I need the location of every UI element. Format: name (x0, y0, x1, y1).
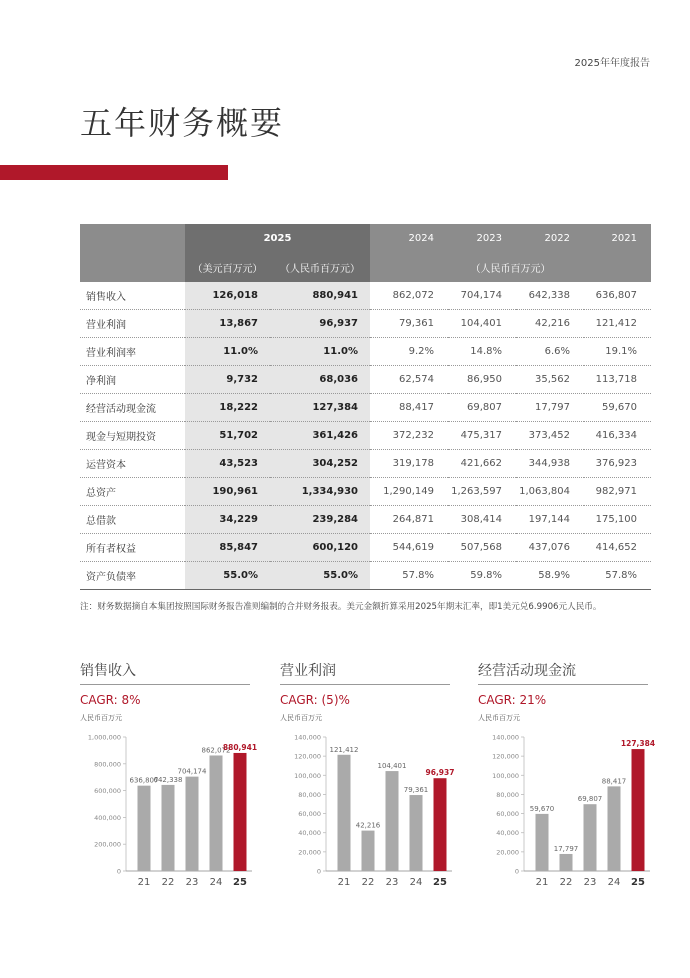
row-label: 营业利润率 (80, 338, 185, 366)
y-tick-label: 20,000 (496, 848, 519, 857)
cell-2023: 104,401 (448, 310, 516, 338)
cell-2022: 42,216 (516, 310, 584, 338)
cell-usd: 190,961 (185, 478, 270, 506)
cell-usd: 51,702 (185, 422, 270, 450)
cell-2021: 57.8% (584, 562, 651, 590)
cell-usd: 9,732 (185, 366, 270, 394)
bar (632, 749, 645, 871)
cell-2022: 17,797 (516, 394, 584, 422)
y-tick-label: 0 (316, 867, 321, 876)
row-label: 净利润 (80, 366, 185, 394)
bar (560, 854, 573, 871)
bar (434, 778, 447, 871)
bar-chart (478, 723, 656, 898)
y-tick-label: 800,000 (94, 760, 121, 769)
cell-usd: 43,523 (185, 450, 270, 478)
y-tick-label: 140,000 (294, 733, 321, 742)
cell-2024: 9.2% (370, 338, 448, 366)
cell-rmb: 880,941 (270, 282, 370, 310)
x-tick-label: 22 (361, 877, 375, 888)
cell-2024: 79,361 (370, 310, 448, 338)
cell-usd: 55.0% (185, 562, 270, 590)
y-tick-label: 1,000,000 (87, 733, 121, 742)
cell-rmb: 55.0% (270, 562, 370, 590)
cell-2022: 1,063,804 (516, 478, 584, 506)
table-row (80, 534, 651, 562)
bar-chart (280, 723, 455, 898)
year-header-row (80, 224, 651, 252)
unit-rmb: （人民币百万元） (270, 252, 370, 282)
x-tick-label: 24 (209, 877, 223, 888)
x-tick-label: 22 (559, 877, 573, 888)
y-tick-label: 20,000 (298, 848, 321, 857)
table-row (80, 310, 651, 338)
cell-2021: 414,652 (584, 534, 651, 562)
value-label: 59,670 (529, 804, 555, 813)
y-tick-label: 40,000 (298, 829, 321, 838)
row-label: 销售收入 (80, 282, 185, 310)
corner-cell (80, 252, 185, 282)
row-label: 总借款 (80, 506, 185, 534)
cell-2023: 69,807 (448, 394, 516, 422)
cell-2022: 197,144 (516, 506, 584, 534)
y-tick-label: 80,000 (496, 790, 519, 799)
chart-title: 经营活动现金流 (478, 660, 648, 685)
chart-unit: 人民币百万元 (80, 714, 122, 722)
x-tick-label: 23 (185, 877, 199, 888)
chart-sales-revenue (80, 660, 258, 898)
cell-usd: 85,847 (185, 534, 270, 562)
bar-chart (80, 723, 258, 898)
page-title: 五年财务概要 (80, 104, 285, 142)
x-tick-label: 24 (607, 877, 621, 888)
value-label: 121,412 (329, 745, 359, 754)
cell-2024: 264,871 (370, 506, 448, 534)
chart-cagr: CAGR: 21% (478, 693, 547, 707)
bar (234, 753, 247, 871)
cell-rmb: 1,334,930 (270, 478, 370, 506)
corner-cell (80, 224, 185, 252)
chart-title: 销售收入 (80, 660, 250, 685)
row-label: 运营资本 (80, 450, 185, 478)
cell-2023: 507,568 (448, 534, 516, 562)
table-body (80, 282, 651, 590)
cell-2023: 59.8% (448, 562, 516, 590)
y-tick-label: 200,000 (94, 840, 121, 849)
cell-2021: 175,100 (584, 506, 651, 534)
row-label: 所有者权益 (80, 534, 185, 562)
y-tick-label: 0 (116, 867, 121, 876)
cell-2024: 862,072 (370, 282, 448, 310)
value-label: 127,384 (620, 739, 656, 749)
footnote: 注：财务数据摘自本集团按照国际财务报告准则编制的合并财务报表。美元金额折算采用2025年期末汇率，即1美元兑6.9906元人民币。 (80, 602, 602, 612)
x-tick-label: 23 (385, 877, 399, 888)
year-header-2021: 2021 (584, 224, 651, 252)
value-label: 17,797 (553, 844, 579, 853)
bar (362, 831, 375, 871)
bar (410, 795, 423, 871)
cell-rmb: 600,120 (270, 534, 370, 562)
y-tick-label: 600,000 (94, 787, 121, 796)
cell-2021: 636,807 (584, 282, 651, 310)
x-tick-label: 25 (433, 877, 447, 888)
unit-usd: （美元百万元） (185, 252, 270, 282)
cell-2021: 416,334 (584, 422, 651, 450)
cell-usd: 13,867 (185, 310, 270, 338)
chart-cagr: CAGR: (5)% (280, 693, 350, 707)
bar (210, 755, 223, 871)
cell-rmb: 96,937 (270, 310, 370, 338)
chart-cagr: CAGR: 8% (80, 693, 141, 707)
table-row (80, 338, 651, 366)
row-label: 营业利润 (80, 310, 185, 338)
table-row (80, 562, 651, 590)
cell-2021: 113,718 (584, 366, 651, 394)
cell-rmb: 361,426 (270, 422, 370, 450)
table-row (80, 478, 651, 506)
y-tick-label: 0 (514, 867, 519, 876)
unit-rmb-group: （人民币百万元） (370, 252, 651, 282)
chart-title: 营业利润 (280, 660, 450, 685)
y-tick-label: 400,000 (94, 813, 121, 822)
cell-rmb: 68,036 (270, 366, 370, 394)
accent-bar (0, 165, 228, 180)
cell-rmb: 11.0% (270, 338, 370, 366)
x-tick-label: 23 (583, 877, 597, 888)
value-label: 88,417 (601, 777, 627, 786)
cell-2021: 59,670 (584, 394, 651, 422)
cell-2023: 14.8% (448, 338, 516, 366)
unit-header-row (80, 252, 651, 282)
value-label: 42,216 (355, 821, 381, 830)
cell-2024: 372,232 (370, 422, 448, 450)
row-label: 现金与短期投资 (80, 422, 185, 450)
table-row (80, 422, 651, 450)
value-label: 704,174 (177, 767, 207, 776)
bar (186, 777, 199, 871)
cell-usd: 18,222 (185, 394, 270, 422)
cell-rmb: 304,252 (270, 450, 370, 478)
report-label: 2025年年度报告 (574, 58, 650, 69)
cell-2021: 982,971 (584, 478, 651, 506)
bar (162, 785, 175, 871)
value-label: 104,401 (377, 762, 407, 771)
cell-2024: 544,619 (370, 534, 448, 562)
cell-2024: 1,290,149 (370, 478, 448, 506)
cell-2021: 376,923 (584, 450, 651, 478)
y-tick-label: 100,000 (492, 771, 519, 780)
chart-operating-cash-flow (478, 660, 656, 898)
x-tick-label: 21 (535, 877, 549, 888)
cell-2023: 1,263,597 (448, 478, 516, 506)
row-label: 经营活动现金流 (80, 394, 185, 422)
chart-unit: 人民币百万元 (280, 714, 322, 722)
bar (386, 771, 399, 871)
value-label: 79,361 (403, 786, 429, 795)
x-tick-label: 21 (137, 877, 151, 888)
x-tick-label: 22 (161, 877, 175, 888)
x-tick-label: 25 (631, 877, 645, 888)
cell-2023: 421,662 (448, 450, 516, 478)
bar (584, 804, 597, 871)
value-label: 69,807 (577, 795, 603, 804)
cell-2022: 35,562 (516, 366, 584, 394)
cell-2021: 19.1% (584, 338, 651, 366)
cell-usd: 126,018 (185, 282, 270, 310)
value-label: 96,937 (425, 768, 455, 778)
row-label: 资产负债率 (80, 562, 185, 590)
year-header-2025: 2025 (185, 224, 370, 252)
cell-2022: 373,452 (516, 422, 584, 450)
cell-2022: 6.6% (516, 338, 584, 366)
cell-2024: 57.8% (370, 562, 448, 590)
cell-2024: 319,178 (370, 450, 448, 478)
cell-2022: 437,076 (516, 534, 584, 562)
y-tick-label: 80,000 (298, 790, 321, 799)
bar (338, 755, 351, 871)
bar (536, 814, 549, 871)
value-label: 636,807 (129, 776, 159, 785)
cell-2023: 308,414 (448, 506, 516, 534)
y-tick-label: 40,000 (496, 829, 519, 838)
chart-unit: 人民币百万元 (478, 714, 520, 722)
cell-2023: 86,950 (448, 366, 516, 394)
y-tick-label: 60,000 (298, 810, 321, 819)
year-header-2024: 2024 (370, 224, 448, 252)
table-row (80, 366, 651, 394)
bar (138, 786, 151, 871)
table-row (80, 394, 651, 422)
value-label: 880,941 (222, 742, 258, 752)
x-tick-label: 21 (337, 877, 351, 888)
table-row (80, 282, 651, 310)
year-header-2023: 2023 (448, 224, 516, 252)
bar (608, 786, 621, 871)
cell-2022: 642,338 (516, 282, 584, 310)
x-tick-label: 25 (233, 877, 247, 888)
y-tick-label: 120,000 (492, 752, 519, 761)
cell-2024: 88,417 (370, 394, 448, 422)
cell-2023: 475,317 (448, 422, 516, 450)
table-row (80, 506, 651, 534)
table-row (80, 450, 651, 478)
value-label: 642,338 (153, 775, 183, 784)
y-tick-label: 60,000 (496, 810, 519, 819)
cell-2024: 62,574 (370, 366, 448, 394)
cell-rmb: 127,384 (270, 394, 370, 422)
cell-2023: 704,174 (448, 282, 516, 310)
row-label: 总资产 (80, 478, 185, 506)
chart-operating-profit (280, 660, 455, 898)
y-tick-label: 100,000 (294, 771, 321, 780)
cell-usd: 11.0% (185, 338, 270, 366)
y-tick-label: 140,000 (492, 733, 519, 742)
x-tick-label: 24 (409, 877, 423, 888)
cell-2021: 121,412 (584, 310, 651, 338)
value-label: 862,072 (201, 746, 231, 755)
cell-2022: 58.9% (516, 562, 584, 590)
cell-2022: 344,938 (516, 450, 584, 478)
cell-usd: 34,229 (185, 506, 270, 534)
cell-rmb: 239,284 (270, 506, 370, 534)
year-header-2022: 2022 (516, 224, 584, 252)
financial-summary-table (80, 224, 651, 590)
y-tick-label: 120,000 (294, 752, 321, 761)
